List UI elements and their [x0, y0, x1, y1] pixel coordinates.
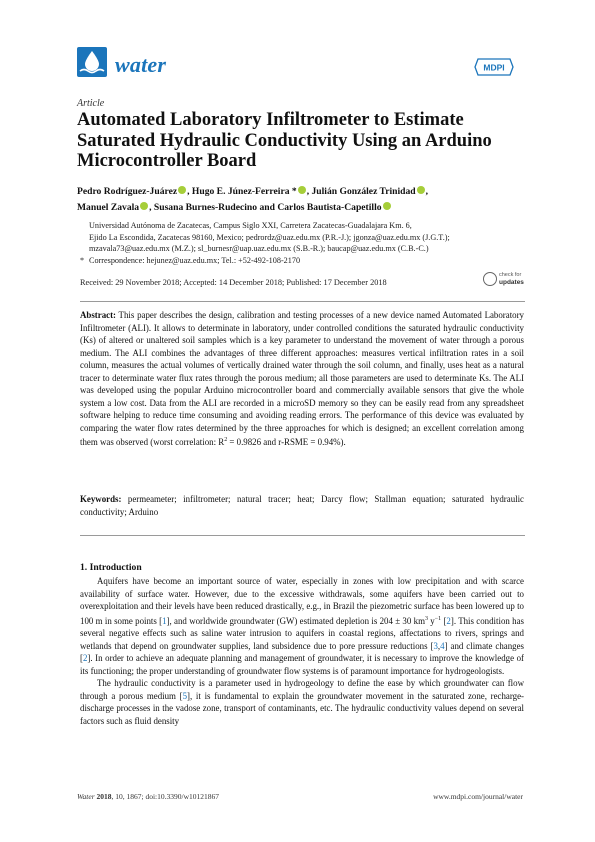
paragraph: The hydraulic conductivity is a parameter used in hydrogeology to define the ease by which groundwater can flow through a porous medium [5], it is fundamental to explain the groundwater movement in the saturated zone, recharge-discharge processes in the vadose zone, transport of contaminants, etc. The hydraulic conductivity values depend on several factors such as fluid density: [80, 678, 524, 726]
affiliation-line: mzavala73@uaz.edu.mx (M.Z.); sl_burnesr@uap.uaz.edu.mx (S.B.-R.); baucap@uaz.edu.mx (C.B.-C.): [89, 244, 429, 254]
correspondence-line: * Correspondence: hejunez@uaz.edu.mx; Tel.: +52-492-108-2170: [80, 255, 301, 265]
abstract-label: Abstract:: [80, 310, 116, 320]
author-list: [77, 184, 517, 216]
journal-logo-icon: [77, 47, 107, 77]
author-name: Manuel Zavala: [77, 202, 140, 213]
author-name: , Hugo E. Júnez-Ferreira *: [187, 186, 297, 197]
divider: [80, 535, 525, 536]
check-updates-icon: [483, 272, 497, 286]
footer-citation: Water 2018, 10, 1867; doi:10.3390/w10121867: [77, 792, 220, 801]
affiliation-line: Universidad Autónoma de Zacatecas, Campus Siglo XXI, Carretera Zacatecas-Guadalajara Km. 6,: [89, 221, 412, 230]
introduction-body: [80, 575, 524, 728]
journal-name[interactable]: water: [115, 52, 167, 77]
orcid-icon[interactable]: [298, 186, 306, 194]
abstract-sup: 2: [224, 437, 228, 443]
mdpi-logo-text: MDPI: [483, 62, 505, 73]
orcid-icon[interactable]: [178, 186, 186, 194]
paragraph: Aquifers have become an important source of water, especially in zones with low precipitation and with scarce availability of surface water. However, due to the excessive withdrawals, some aquifers have been carried out to overexploitation and their levels have been reduced drastically, e.g., in Brazil the piezometric surface has been lowered up to 100 m in some points [1], and worldwide groundwater (GW) estimated depletion is 204 ± 30 $km^3$ $y^{-1}$ [2]. This condition has several negative effects such as saline water intrusion to aquifers in coastal regions, affectations to rivers, springs and wetlands that depend on groundwater supplies, land subsidence due to pore pressure reductions [3,4] and climate changes [2]. In order to achieve an adequate planning and management of groundwater, it is necessary to improve the knowledge of its functioning; the proper understanding of groundwater flow systems is of paramount importance for hydrogeologists.: [80, 576, 524, 676]
author-name: , Julián González Trinidad: [306, 186, 416, 197]
divider: [80, 301, 525, 302]
citation-link[interactable]: 3: [433, 640, 438, 651]
author-name: , Susana Burnes-Rudecino and Carlos Bautista-Capetillo: [149, 202, 382, 213]
keywords: [80, 493, 524, 518]
mdpi-logo[interactable]: [474, 58, 514, 76]
check-for-updates-badge[interactable]: check for updates: [483, 270, 523, 294]
keywords-text: permeameter; infiltrometer; natural tracer; heat; Darcy flow; Stallman equation; saturated hydraulic conductivity; Arduino: [80, 494, 524, 517]
citation-link[interactable]: 4: [440, 640, 445, 651]
article-type: Article: [77, 98, 105, 109]
abstract: [80, 309, 524, 448]
publication-dates: Received: 29 November 2018; Accepted: 14 December 2018; Published: 17 December 2018: [80, 278, 387, 287]
footer-journal-url[interactable]: www.mdpi.com/journal/water: [433, 792, 523, 801]
citation-link[interactable]: 5: [182, 690, 188, 701]
keywords-label: Keywords:: [80, 494, 122, 504]
author-separator: ,: [425, 186, 429, 197]
abstract-text: This paper describes the design, calibration and testing processes of a new device named Automated Laboratory Infiltrometer (ALI). It allows to determinate in laboratory, under controlled conditions the saturated hydraulic conductivity (Ks) of altered or unaltered soil samples which is a key parameter to understand the movement of water through a porous medium. The ALI combines the advantages of three different approaches: measures vertical infiltration rates in a soil column, measures the actual volumes of vertically drained water through the soil column, and finally, uses heat as a natural tracer to determinate water flux rates through the porous medium; all those parameters are used to determinate Ks. The ALI was developed using the popular Arduino microcontroller board and commercially available sensors that give the whole system a low cost. Data from the ALI are recorded in a microSD memory so they can be easily read from any spreadsheet software helping to reduce time consuming and avoiding reading errors. The performance of this device was evaluated by comparing the water flow rates determined by the three approaches for which is designed; an excellent correlation among them was observed (worst correlation: R: [80, 310, 524, 447]
orcid-icon[interactable]: [417, 186, 425, 194]
abstract-text-end: = 0.9826 and r-RSME = 0.94%).: [227, 436, 346, 447]
citation-link[interactable]: 2: [446, 615, 451, 626]
orcid-icon[interactable]: [383, 202, 391, 210]
affiliations: [80, 220, 525, 266]
citation-link[interactable]: 2: [82, 653, 88, 664]
article-title: Automated Laboratory Infiltrometer to Estimate Saturated Hydraulic Conductivity Using an Arduino Microcontroller Board: [77, 110, 492, 171]
author-name: Pedro Rodríguez-Juárez: [77, 186, 178, 197]
orcid-icon[interactable]: [140, 202, 148, 210]
citation-link[interactable]: 1: [162, 615, 167, 626]
section-heading: 1. Introduction: [80, 562, 142, 573]
affiliation-line: Ejido La Escondida, Zacatecas 98160, Mexico; pedrordz@uaz.edu.mx (P.R.-J.); jgonza@uaz.edu.mx (J.G.T.);: [89, 232, 450, 242]
